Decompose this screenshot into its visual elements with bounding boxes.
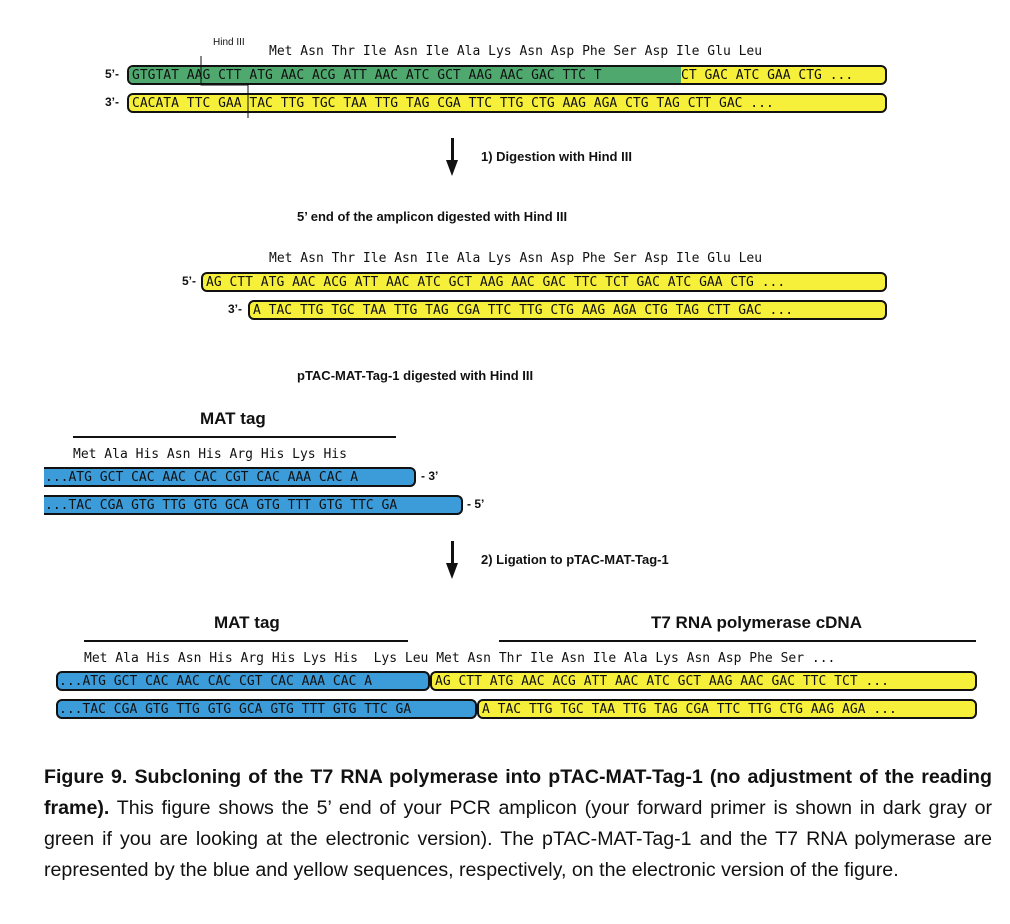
t7-cdna-bar xyxy=(499,640,976,642)
digested-amplicon-bottom-strand xyxy=(248,300,887,320)
vector-top-strand-end: - 3’ xyxy=(421,469,439,483)
vector-digested-title: pTAC-MAT-Tag-1 digested with Hind III xyxy=(297,368,534,383)
vector-top-strand xyxy=(44,467,416,487)
hindiii-cut-bracket xyxy=(180,50,270,120)
amplicon-bottom-strand-end: 3’- xyxy=(105,95,120,109)
ligated-mat-tag-bar xyxy=(84,640,408,642)
ligated-bottom-yellow-strand xyxy=(477,699,977,719)
vector-bottom-strand-end: - 5’ xyxy=(467,497,485,511)
figure-caption xyxy=(44,762,992,886)
ligation-arrow-shaft xyxy=(451,541,454,563)
digested-amplicon-top-strand xyxy=(201,272,887,292)
ligated-top-yellow-seq: AG CTT ATG AAC ACG ATT AAC ATC GCT AAG AAC GAC TTC TCT ... xyxy=(435,674,889,689)
ligation-arrow-head xyxy=(446,563,458,579)
ligation-step-label: 2) Ligation to pTAC-MAT-Tag-1 xyxy=(481,552,669,567)
digested-amplicon-amino-acids: Met Asn Thr Ile Asn Ile Ala Lys Asn Asp Phe Ser Asp Ile Glu Leu xyxy=(269,251,763,266)
ligated-amino-acids: Met Ala His Asn His Arg His Lys His Lys Leu Met Asn Thr Ile Asn Ile Ala Lys Asn Asp Phe Ser ... xyxy=(84,651,836,666)
ligated-top-yellow-strand xyxy=(430,671,977,691)
ligated-top-blue-seq: ...ATG GCT CAC AAC CAC CGT CAC AAA CAC A xyxy=(59,674,373,689)
amplicon-bottom-seq: CACATA TTC GAA TAC TTG TGC TAA TTG TAG CGA TTC TTG CTG AAG AGA CTG TAG CTT GAC ... xyxy=(132,96,774,111)
ligated-bottom-blue-seq: ...TAC CGA GTG TTG GTG GCA GTG TTT GTG TTC GA xyxy=(59,702,412,717)
t7-cdna-label: T7 RNA polymerase cDNA xyxy=(651,613,862,632)
digestion-step-label: 1) Digestion with Hind III xyxy=(481,149,632,164)
amplicon-top-strand-end: 5’- xyxy=(105,67,120,81)
figure-caption-title: Figure 9. Subcloning of the T7 RNA polymerase into pTAC-MAT-Tag-1 (no adjustment of the reading frame). xyxy=(44,766,992,819)
mat-tag-label: MAT tag xyxy=(200,409,266,428)
digested-amplicon-title: 5’ end of the amplicon digested with Hind III xyxy=(297,209,568,224)
ligated-bottom-blue-strand xyxy=(56,699,477,719)
vector-bottom-seq: ...TAC CGA GTG TTG GTG GCA GTG TTT GTG TTC GA xyxy=(45,498,398,513)
mat-tag-amino-acids: Met Ala His Asn His Arg His Lys His xyxy=(73,447,347,462)
hindiii-site-label: Hind III xyxy=(213,37,245,48)
digested-bottom-seq: A TAC TTG TGC TAA TTG TAG CGA TTC TTG CTG AAG AGA CTG TAG CTT GAC ... xyxy=(253,303,794,318)
digested-bottom-strand-end: 3’- xyxy=(228,302,243,316)
amplicon-top-seq-primer: GTGTAT AAG CTT ATG AAC ACG ATT AAC ATC GCT AAG AAC GAC TTC T xyxy=(132,68,602,83)
vector-top-seq: ...ATG GCT CAC AAC CAC CGT CAC AAA CAC A xyxy=(45,470,359,485)
vector-bottom-strand xyxy=(44,495,463,515)
amplicon-amino-acids: Met Asn Thr Ile Asn Ile Ala Lys Asn Asp Phe Ser Asp Ile Glu Leu xyxy=(269,44,763,59)
digested-top-strand-end: 5’- xyxy=(182,274,197,288)
ligated-bottom-yellow-seq: A TAC TTG TGC TAA TTG TAG CGA TTC TTG CTG AAG AGA ... xyxy=(482,702,897,717)
digestion-arrow-head xyxy=(446,160,458,176)
ligated-top-blue-strand xyxy=(56,671,430,691)
digested-top-seq: AG CTT ATG AAC ACG ATT AAC ATC GCT AAG AAC GAC TTC TCT GAC ATC GAA CTG ... xyxy=(206,275,786,290)
figure-caption-body: This figure shows the 5’ end of your PCR amplicon (your forward primer is shown in dark gray or green if you are looking at the electronic version). The pTAC-MAT-Tag-1 and the T7 RNA polymerase are represented by the blue and yellow sequences, respectively, on the electronic version of the figure. xyxy=(44,797,992,881)
digestion-arrow-shaft xyxy=(451,138,454,160)
mat-tag-bar xyxy=(73,436,396,438)
amplicon-top-seq-rest: CT GAC ATC GAA CTG ... xyxy=(681,68,854,83)
ligated-mat-tag-label: MAT tag xyxy=(214,613,280,632)
